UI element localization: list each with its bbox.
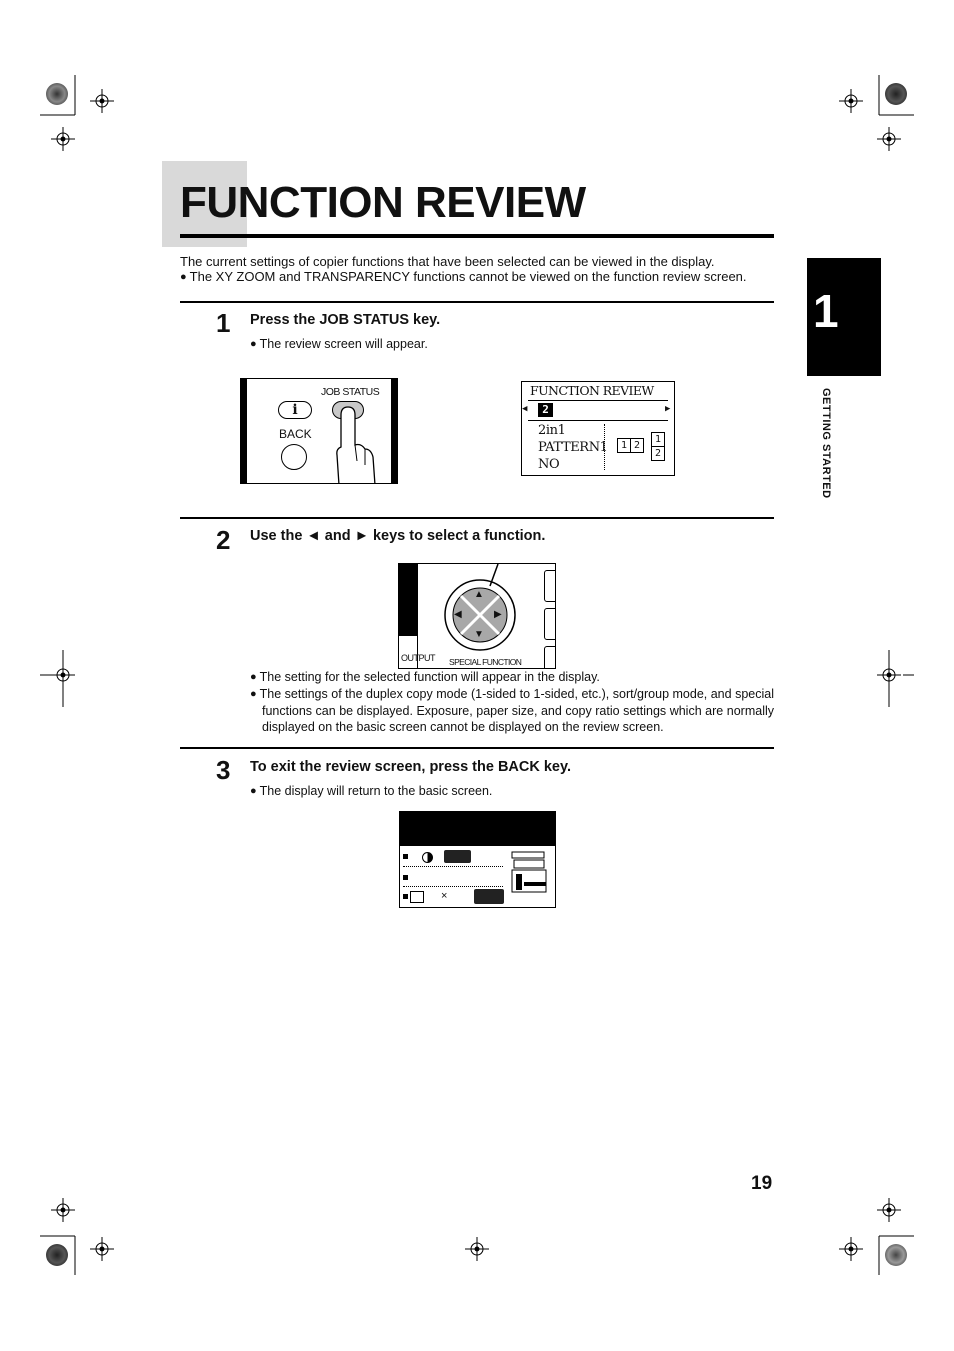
lcd-divider — [604, 424, 605, 470]
lcd-box-2: 2 — [630, 438, 644, 453]
row-dots-2 — [403, 886, 503, 887]
finger-icon — [319, 405, 379, 484]
figure-job-status-panel — [240, 378, 398, 484]
title-rule — [180, 234, 774, 238]
step-2-bullet-1: ● The setting for the selected function will appear in the display. — [250, 669, 774, 686]
special-function-label: SPECIAL FUNCTION — [449, 657, 522, 667]
right-key-slot-3 — [544, 646, 556, 669]
right-arrow-key-icon[interactable]: ▶ — [494, 609, 502, 620]
back-key[interactable] — [281, 444, 307, 470]
job-status-label: JOB STATUS — [321, 386, 380, 398]
back-label: BACK — [279, 427, 312, 441]
lcd-right-arrow-icon: ▶ — [665, 404, 671, 414]
up-arrow-key-icon[interactable]: ▲ — [474, 589, 484, 600]
exposure-icon — [422, 852, 433, 863]
lcd-top-bar — [400, 812, 555, 846]
figure-arrow-keys-panel — [398, 563, 556, 669]
copies-button[interactable] — [474, 889, 504, 904]
intro-bullet — [180, 269, 747, 286]
step-1-bullet — [250, 336, 428, 353]
exposure-button[interactable] — [444, 850, 471, 863]
copier-icon — [510, 850, 552, 896]
step-1-rule — [180, 301, 774, 303]
lcd-line-3: NO — [538, 457, 560, 472]
panel-left-edge — [399, 564, 417, 636]
panel-left-edge — [241, 379, 247, 483]
lcd-box-1: 1 — [617, 438, 631, 453]
row-marker-2 — [403, 875, 408, 880]
step-1-title: Press the JOB STATUS key. — [250, 312, 441, 328]
page-number: 19 — [751, 1173, 773, 1194]
lcd-tab-number: 2 — [538, 403, 553, 417]
step-2-bullets — [250, 669, 774, 735]
output-label: OUTPUT — [401, 653, 435, 663]
step-2-rule — [180, 517, 774, 519]
down-arrow-key-icon[interactable]: ▼ — [474, 629, 484, 640]
left-arrow-key-icon[interactable]: ◀ — [454, 609, 462, 620]
row-marker-1 — [403, 854, 408, 859]
lcd-header-rule — [528, 400, 668, 401]
chapter-number: 1 — [813, 285, 839, 337]
step-2-number: 2 — [216, 525, 231, 555]
lcd-line-1: 2in1 — [538, 423, 566, 438]
chapter-label: GETTING STARTED — [820, 388, 832, 499]
row-dots-1 — [403, 866, 503, 867]
step-3-title: To exit the review screen, press the BACK key. — [250, 759, 572, 775]
intro-bullet-text: ● The XY ZOOM and TRANSPARENCY functions cannot be viewed on the function review screen. — [180, 269, 747, 284]
right-key-slot-2 — [544, 608, 556, 640]
multiply-sign: × — [441, 890, 448, 902]
intro-text: The current settings of copier functions that have been selected can be viewed in the display. — [180, 254, 715, 269]
step-1-bullet-text: ● The review screen will appear. — [250, 337, 428, 351]
panel-right-edge — [391, 379, 397, 483]
right-key-slot-1 — [544, 570, 556, 602]
figure-basic-screen-lcd — [399, 811, 556, 908]
lcd-line-2: PATTERN1 — [538, 440, 608, 455]
lcd-tab-rule — [528, 420, 668, 421]
page-title: FUNCTION REVIEW — [180, 178, 586, 227]
lcd-header: FUNCTION REVIEW — [530, 383, 654, 398]
lcd-box-4: 2 — [651, 446, 665, 461]
step-3-bullet — [250, 783, 492, 800]
step-3-rule — [180, 747, 774, 749]
chapter-tab — [807, 258, 881, 376]
lcd-left-arrow-icon: ◀ — [522, 404, 528, 414]
step-2-title: Use the ◄ and ► keys to select a function. — [250, 528, 546, 544]
step-3-number: 3 — [216, 755, 231, 785]
figure-function-review-lcd — [521, 381, 675, 476]
step-3-bullet-text: ● The display will return to the basic screen. — [250, 784, 492, 798]
step-1-number: 1 — [216, 308, 231, 338]
lcd-box-3: 1 — [651, 432, 665, 447]
copies-icon — [410, 891, 424, 903]
step-2-bullet-2: ● The settings of the duplex copy mode (1-sided to 1-sided, etc.), sort/group mode, and special functions can be displayed. Exposure, paper size, and copy ratio settings which are normally displayed on the basic screen cannot be displayed on the review screen. — [250, 686, 774, 735]
pointer-line — [484, 564, 504, 588]
info-icon: i — [278, 401, 312, 419]
row-marker-3 — [403, 894, 408, 899]
